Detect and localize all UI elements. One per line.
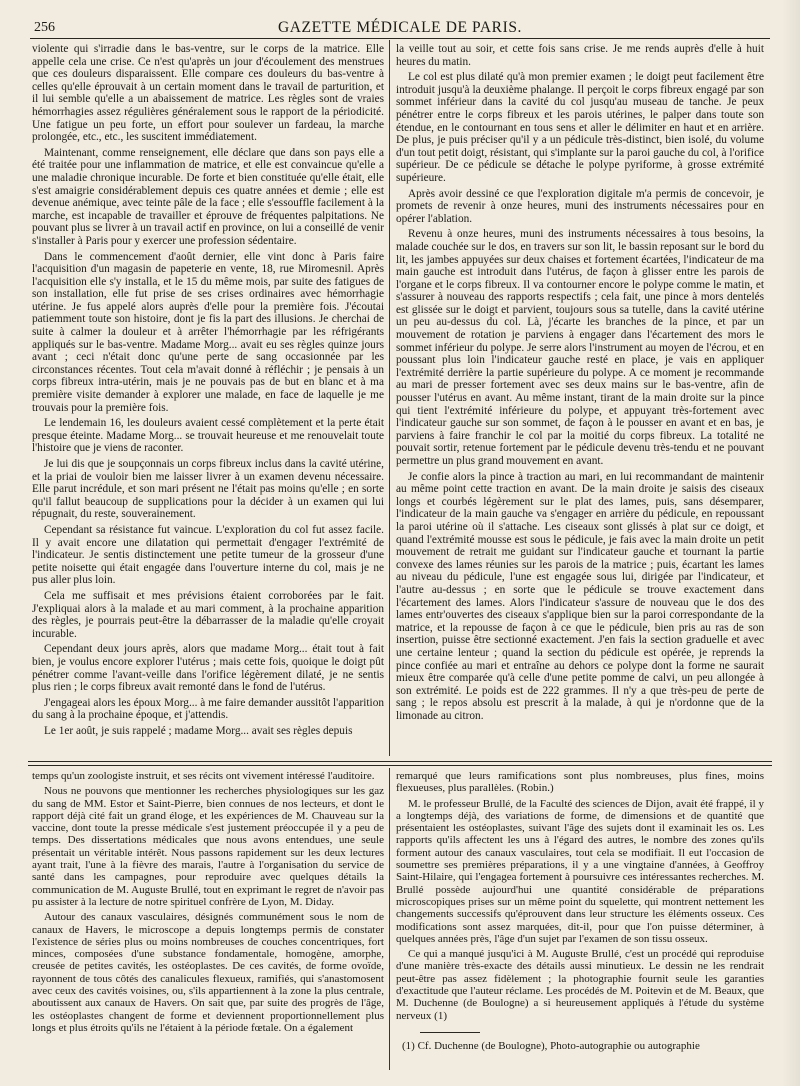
paragraph: Cela me suffisait et mes prévisions étaient corroborées par le fait. J'expliquai alors à la malade et au mari comment, à la prochaine apparition des règles, je pourrais peut-être la débarrasser de la maladie qu'elle croyait incurable. xyxy=(32,589,384,640)
paragraph: Ce qui a manqué jusqu'ici à M. Auguste Brullé, c'est un procédé qui reproduise d'une manière très-exacte des détails aussi minutieux. Le dessin ne les rendrait peut-être pas assez fidèlement ; la photographie fournit seule les garanties d'exactitude que l'auteur réclame. Les procédés de M. Poitevin et de M. Beaux, que M. Duchenne (de Boulogne) a si heureusement appliqués à l'étude du système nerveux (1) xyxy=(396,948,764,1022)
page-header xyxy=(30,14,770,39)
column-divider-bottom xyxy=(389,768,390,1070)
page-number: 256 xyxy=(34,20,55,35)
feuilleton-column-left xyxy=(32,770,384,1034)
paragraph: Maintenant, comme renseignement, elle déclare que dans son pays elle a été traitée pour une inflammation de matrice, et elle est convaincue qu'elle a une maladie chronique incurable. De forte et bien constituée qu'elle était, elle s'est amaigrie considérablement depuis ces quatre années et demie ; elle est devenue anémique, avec teinte pâle de la face ; elle s'essouffle facilement à la marche, est incapable de travailler et éprouve de fréquentes palpitations. Ne pouvant plus se livrer à un travail actif en province, on lui a conseillé de venir s'installer à Paris pour y exercer une profession sédentaire. xyxy=(32,146,384,247)
article-column-top-right xyxy=(396,43,764,722)
paragraph: Dans le commencement d'août dernier, elle vint donc à Paris faire l'acquisition d'un magasin de papeterie en vente, 18, rue Miromesnil. Après l'acquisition elle s'y installa, et le 15 du même mois, par suite des fatigues de son installation, elle fut prise de ses crises ordinaires avec hémorrhagie utérine. Je fus appelé alors auprès d'elle pour la première fois. J'écoutai patiemment toute son histoire, dont je fis la part des illusions. Je cherchai de suite à calmer la douleur et à arrêter l'hémorrhagie par les réfrigérants appliqués sur le bas-ventre. Madame Morg... avait eu ses règles quinze jours avant ; ceci n'était donc qu'une perte de sang occasionnée par les circonstances récentes. Tout cela m'avait donné à réfléchir ; je pensais à un corps fibreux intra-utérin, mais je ne pouvais pas de but en blanc et à ma première visite demander à explorer une malade, en face de laquelle je me trouvais pour la première fois. xyxy=(32,250,384,414)
footnote: (1) Cf. Duchenne (de Boulogne), Photo-autographie ou autographie xyxy=(402,1040,700,1052)
paragraph: remarqué que leurs ramifications sont plus nombreuses, plus fines, moins flexueuses, plus parallèles. (Robin.) xyxy=(396,770,764,795)
paragraph: Cependant deux jours après, alors que madame Morg... était tout à fait bien, je voulus encore explorer l'utérus ; mais cette fois, quoique le doigt pût pénétrer comme l'avant-veille dans l'orifice légèrement dilaté, je ne sentis plus rien ; le corps fibreux avait remonté dans le fond de l'utérus. xyxy=(32,643,384,694)
paragraph: Le col est plus dilaté qu'à mon premier examen ; le doigt peut facilement être introduit jusqu'à la deuxième phalange. Il perçoit le corps fibreux engagé par son sommet inférieur dans la cavité du col jusqu'au museau de tanche. Je peux pénétrer entre le corps fibreux et les parois utérines, le palper dans toute son étendue, en le contournant en tous sens et aller le délimiter en haut et en arrière. De plus, je puis préciser qu'il y a un pédicule très-distinct, bien isolé, du volume d'un tout petit doigt, résistant, qui s'implante sur la paroi gauche du col, à l'orifice supérieur. De ce pédicule se détache le polype pyriforme, à grosse extrémité supérieure. xyxy=(396,71,764,184)
paragraph: Je confie alors la pince à traction au mari, en lui recommandant de maintenir au même point cette traction en avant. De la main droite je saisis des ciseaux longs et courbés légèrement sur le plat des lames, puis, sans désemparer, l'indicateur de la main gauche va s'engager en arrière du pédicule, en repoussant la paroi utérine où il s'attache. Les ciseaux sont glissés à plat sur ce doigt, et quand l'extrémité mousse est sous le pédicule, je fais avec la main droite un petit mouvement de retrait me guidant sur l'indicateur gauche et tournant la partie convexe des lames réunies sur les parois de la matrice ; puis, écartant les lames au niveau du pédicule, l'une est engagée sous lui, dirigée par l'indicateur, et l'autre au-dessus ; en sorte que le pédicule se trouve exactement dans l'écartement des lames. Alors l'indicateur s'assure de nouveau que le dos des lames entr'ouvertes des ciseaux s'applique bien sur la paroi correspondante de la matrice, et la repousse de façon à ce que le pédicule, bien pris au ras de son insertion, puisse être sectionné exactement. J'en fais la section graduelle et avec une certaine lenteur ; quand la section du pédicule est opérée, je reprends la pince confiée au mari et entraîne au dehors ce polype dont la forme ne saurait mieux être comparée qu'à celle d'une petite pomme de calvi, un peu allongée à son extrémité. Le poids est de 222 grammes. Il n'y a que très-peu de perte de sang ; le repos absolu est prescrit à la malade, à qui je n'ordonne que de la limonade au citron. xyxy=(396,470,764,722)
paragraph: Après avoir dessiné ce que l'exploration digitale m'a permis de concevoir, je promets de revenir à onze heures, muni des instruments nécessaires pour en opérer l'ablation. xyxy=(396,187,764,225)
paragraph: Je lui dis que je soupçonnais un corps fibreux inclus dans la cavité utérine, et la priai de vouloir bien me laisser livrer à un examen devenu nécessaire. Elle parut incrédule, et son mari présent ne l'était pas moins qu'elle ; en sorte qu'il fallut beaucoup de supplications pour la décider à un examen qui lui répugnait, du reste, souverainement. xyxy=(32,458,384,521)
paragraph: Autour des canaux vasculaires, désignés communément sous le nom de canaux de Havers, le microscope a depuis longtemps permis de constater l'existence de séries plus ou moins nombreuses de couches concentriques, fort minces, composées d'une substance fondamentale, homogène, amorphe, creusée de petites cavités, les ostéoplastes. De ces cavités, de forme ovoïde, rayonnent de tous côtés des canalicules flexueux, ramifiés, qui s'anastomosent avec ceux des cavités voisines, ou, s'ils appartiennent à la zone la plus centrale, aboutissent aux canaux de Havers. On sait que, par suite des progrès de l'âge, les ostéoplastes changent de forme et deviennent proportionnellement plus longs et plus étroits qu'ils ne l'étaient à la période fœtale. On a également xyxy=(32,911,384,1034)
paragraph: Le 1er août, je suis rappelé ; madame Morg... avait ses règles depuis xyxy=(44,724,353,737)
paragraph: Le lendemain 16, les douleurs avaient cessé complètement et la perte était presque éteinte. Madame Morg... se trouvait heureuse et me renouvelait toute l'histoire que je viens de raconter. xyxy=(32,417,384,455)
feuilleton-column-right xyxy=(396,770,764,1022)
paragraph: Cependant sa résistance fut vaincue. L'exploration du col fut assez facile. Il y avait encore une dilatation qui permettait d'engager l'extrémité de l'indicateur. Je sentis distinctement une petite tumeur de la grosseur d'une petite noisette qui était engagée dans l'ouverture interne du col, mais je ne pus aller plus loin. xyxy=(32,523,384,587)
paragraph: Nous ne pouvons que mentionner les recherches physiologiques sur les gaz du sang de MM. Estor et Saint-Pierre, bien connues de nos lecteurs, et dont le rapport déjà cité fait un grand éloge, et les expériences de M. Chauveau sur la vaccine, dont toute la presse médicale s'est justement préoccupée il y a peu de temps. Des dissertations médicales que nous avons entendues, une seule présentait un véritable intérêt. Nous passons rapidement sur les deux lectures ayant trait, l'une à la fièvre des marais, l'autre à l'organisation du service de santé dans les campagnes, pour reproduire avec quelques détails la communication de M. Auguste Brullé, tout en exprimant le regret de n'avoir pas pu assister à la lecture de notre spirituel confrère de Lyon, M. Diday. xyxy=(32,785,384,908)
section-divider xyxy=(28,761,772,766)
paragraph: violente qui s'irradie dans le bas-ventre, sur le corps de la matrice. Elle appelle cela une crise. Ce n'est qu'après un jour d'écoulement des menstrues que ces douleurs disparaissent. Elle compare ces douleurs du bas-ventre à celles qu'elle éprouvait à un certain moment dans le travail de parturition, et il lui semble qu'elle a un abaissement de matrice. Les règles sont de vraies hémorrhagies assez régulières généralement sous le rapport de la périodicité. Une fatigue un peu forte, un effort pour soulever un fardeau, la marche prolongée, etc., etc., les suscitent immédiatement. xyxy=(32,43,384,144)
page-edge-shadow xyxy=(782,0,800,1086)
running-title: GAZETTE MÉDICALE DE PARIS. xyxy=(277,19,523,36)
article-column-top-left xyxy=(32,43,384,737)
paragraph: la veille tout au soir, et cette fois sans crise. Je me rends auprès d'elle à huit heures du matin. xyxy=(396,43,764,68)
column-divider xyxy=(389,40,390,756)
paragraph: J'engageai alors les époux Morg... à me faire demander aussitôt l'apparition du sang à la prochaine époque, et j'attendis. xyxy=(32,696,384,722)
paragraph: Revenu à onze heures, muni des instruments nécessaires à tous besoins, la malade couchée sur le dos, en travers sur son lit, le bassin reposant sur le bord du lit, les jambes appuyées sur deux chaises et fortement écartées, l'indicateur de ma main gauche est introduit dans l'utérus, de façon à glisser entre les parois de l'organe et le corps fibreux. Il va contourner encore le polype comme le matin, et s'assurer à nouveau des rapports respectifs ; cela fait, une pince à mors dentelés est glissée sur le doigt et parvient, toujours sous sa tutelle, dans la cavité utérine un peu au-dessus du col. Là, j'écarte les branches de la pince, et par un mouvement de rotation je parviens à engager dans l'écartement des mors le sommet inférieur du polype. Je serre alors l'instrument au moyen de l'écrou, et en poussant plus loin l'indicateur gauche resté en place, je vais en appliquer l'extrémité derrière la partie supérieure du polype. A ce moment je recommande au mari de presser fortement avec ses deux mains sur le bas-ventre, afin de pousser l'utérus en avant. Au même instant, tirant de la main droite sur la pince qui tient l'extrémité inférieure du polype, et appuyant très-fortement avec l'indicateur gauche sur son sommet, de façon à le pousser en avant et en bas, je parviens à faire franchir le col par la moitié du corps fibreux. La totalité ne pouvait sortir, retenue fortement par le pédicule devenu très-tendu et ne pouvant permettre un plus grand mouvement en avant. xyxy=(396,228,764,467)
paragraph: temps qu'un zoologiste instruit, et ses récits ont vivement intéressé l'auditoire. xyxy=(32,770,375,782)
paragraph: M. le professeur Brullé, de la Faculté des sciences de Dijon, avait été frappé, il y a longtemps déjà, des variations de forme, de dimensions et de quantité que présentaient les ostéoplastes, suivant l'âge des sujets dont il examinait les os. Les rapports qu'ils affectent les uns à l'égard des autres, le nombre des zones qu'ils forment autour des canaux vasculaires, tout cela se modifiait. Il eut l'occasion de soumettre ses premières préparations, il y a une vingtaine d'années, à Geoffroy Saint-Hilaire, qui l'engagea fortement à poursuivre ces intéressantes recherches. M. Brullé possède aujourd'hui une quantité considérable de préparations microscopiques prises sur un même point du squelette, qui montrent nettement les changements successifs qu'éprouvent dans leur structure les éléments osseux. Ces modifications sont assez marquées, dit-il, pour que l'on puisse déterminer, à quelques années près, l'âge d'un sujet par l'examen de son tissu osseux. xyxy=(396,797,764,945)
footnote-divider xyxy=(420,1032,480,1033)
